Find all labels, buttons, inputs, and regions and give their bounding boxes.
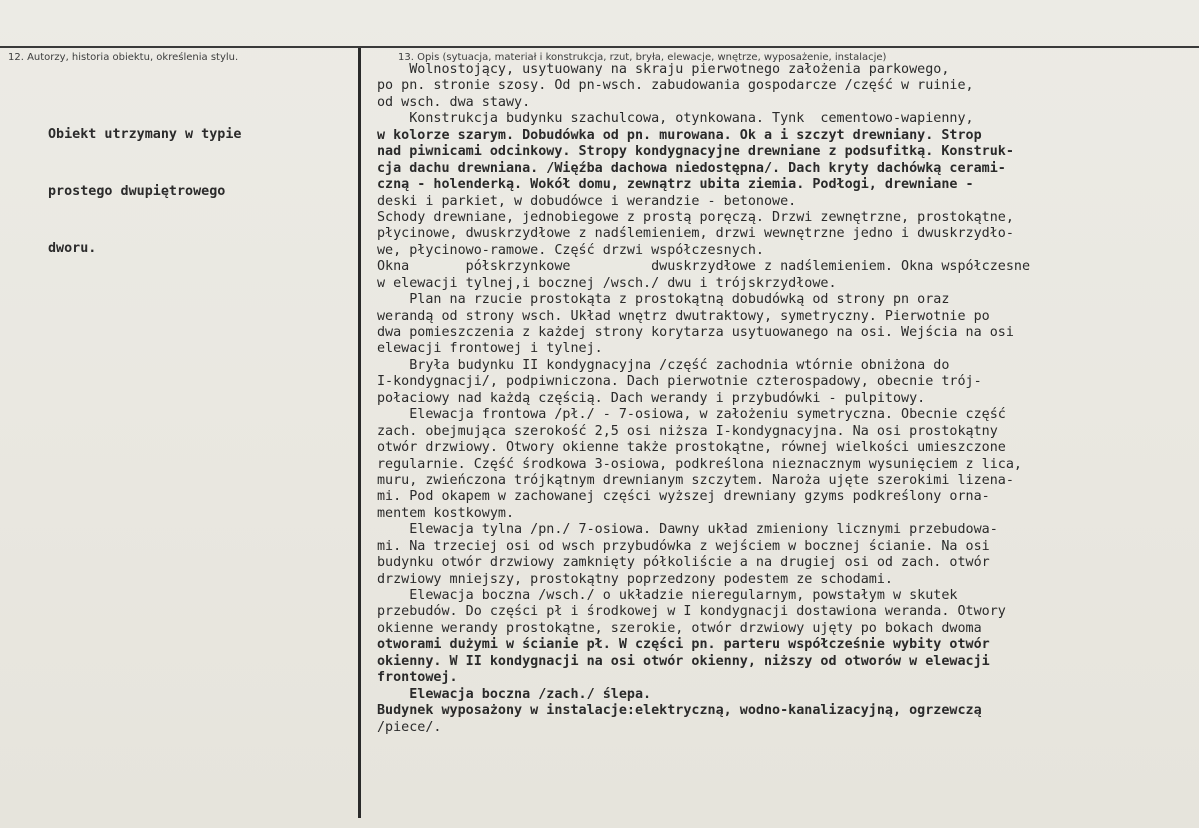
- description-line: /piece/.: [377, 719, 442, 735]
- style-description: [48, 87, 241, 296]
- description-line: od wsch. dwa stawy.: [377, 94, 531, 110]
- description-line: Wolnostojący, usytuowany na skraju pierwotnego założenia parkowego,: [377, 62, 950, 77]
- description-line: w kolorze szarym. Dobudówka od pn. murowana. Ok a i szczyt drewniany. Strop: [377, 127, 982, 143]
- description-line: we, płycinowo-ramowe. Część drzwi współczesnych.: [377, 242, 764, 258]
- description-line: Bryła budynku II kondygnacyjna /część zachodnia wtórnie obniżona do: [377, 357, 950, 373]
- section-13-header: 13. Opis (sytuacja, materiał i konstrukcja, rzut, bryła, elewacje, wnętrze, wyposażenie, instalacje): [398, 52, 887, 63]
- section-12-header: 12. Autorzy, historia obiektu, określenia stylu.: [8, 52, 239, 63]
- description-line: Elewacja frontowa /pł./ - 7-osiowa, w założeniu symetryczna. Obecnie część: [377, 407, 1006, 423]
- building-description: [377, 62, 1192, 736]
- description-line: otworami dużymi w ścianie pł. W części pn. parteru współcześnie wybity otwór: [377, 637, 990, 653]
- description-line: frontowej.: [377, 670, 458, 686]
- description-line: mentem kostkowym.: [377, 505, 515, 521]
- description-line: Elewacja boczna /zach./ ślepa.: [377, 686, 652, 702]
- description-line: mi. Pod okapem w zachowanej części wyższej drewniany gzyms podkreślony orna-: [377, 489, 990, 505]
- description-line: elewacji frontowej i tylnej.: [377, 341, 603, 357]
- description-line: Schody drewniane, jednobiegowe z prostą poręczą. Drzwi zewnętrzne, prostokątne,: [377, 209, 1014, 225]
- description-line: drzwiowy mniejszy, prostokątny poprzedzony podestem ze schodami.: [377, 571, 893, 587]
- description-line: deski i parkiet, w dobudówce i werandzie - betonowe.: [377, 193, 797, 209]
- description-line: Okna półskrzynkowe dwuskrzydłowe z nadślemieniem. Okna współczesne: [377, 259, 1031, 275]
- description-line: okienne werandy prostokątne, szerokie, otwór drzwiowy ujęty po bokach dwoma: [377, 620, 982, 636]
- description-line: Konstrukcja budynku szachulcowa, otynkowana. Tynk cementowo-wapienny,: [377, 111, 974, 127]
- description-line: muru, zwieńczona trójkątnym drewnianym szczytem. Naroża ujęte szerokimi lizena-: [377, 472, 1014, 488]
- description-line: regularnie. Część środkowa 3-osiowa, podkreślona nieznacznym wysunięciem z lica,: [377, 456, 1022, 472]
- description-line: nad piwnicami odcinkowy. Stropy kondygnacyjne drewniane z podsufitką. Konstruk-: [377, 144, 1014, 160]
- column-divider: [358, 48, 361, 818]
- description-line: płycinowe, dwuskrzydłowe z nadślemieniem, drzwi wewnętrzne jedno i dwuskrzydło-: [377, 226, 1014, 242]
- description-line: Elewacja tylna /pn./ 7-osiowa. Dawny układ zmieniony licznymi przebudowa-: [377, 522, 998, 538]
- description-line: po pn. stronie szosy. Od pn-wsch. zabudowania gospodarcze /część w ruinie,: [377, 78, 974, 94]
- description-line: Elewacja boczna /wsch./ o układzie nieregularnym, powstałym w skutek: [377, 588, 958, 603]
- description-line: okienny. W II kondygnacji na osi otwór okienny, niższy od otworów w elewacji: [377, 653, 990, 669]
- description-line: budynku otwór drzwiowy zamknięty półkoliście a na drugiej osi od zach. otwór: [377, 555, 990, 571]
- description-line: I-kondygnacji/, podpiwniczona. Dach pierwotnie czterospadowy, obecnie trój-: [377, 374, 982, 390]
- style-line: Obiekt utrzymany w typie: [48, 127, 242, 142]
- description-line: dwa pomieszczenia z każdej strony korytarza usytuowanego na osi. Wejścia na osi: [377, 325, 1014, 340]
- description-line: otwór drzwiowy. Otwory okienne także prostokątne, równej wielkości umieszczone: [377, 440, 1006, 456]
- description-line: przebudów. Do części pł i środkowej w I kondygnacji dostawiona weranda. Otwory: [377, 604, 1006, 620]
- description-line: czną - holenderką. Wokół domu, zewnątrz ubita ziemia. Podłogi, drewniane -: [377, 177, 974, 193]
- description-line: połaciowy nad każdą częścią. Dach werandy i przybudówki - pulpitowy.: [377, 390, 926, 406]
- description-line: cja dachu drewniana. /Więźba dachowa niedostępna/. Dach kryty dachówką cerami-: [377, 160, 1006, 176]
- description-line: Budynek wyposażony w instalacje:elektryczną, wodno-kanalizacyjną, ogrzewczą: [377, 703, 982, 719]
- description-line: w elewacji tylnej,i bocznej /wsch./ dwu i trójskrzydłowe.: [377, 275, 837, 291]
- description-line: werandą od strony wsch. Układ wnętrz dwutraktowy, symetryczny. Pierwotnie po: [377, 308, 990, 324]
- description-line: mi. Na trzeciej osi od wsch przybudówka z wejściem w bocznej ścianie. Na osi: [377, 538, 990, 554]
- style-line: prostego dwupiętrowego: [48, 184, 226, 199]
- style-line: dworu.: [48, 241, 97, 256]
- description-line: Plan na rzucie prostokąta z prostokątną dobudówką od strony pn oraz: [377, 292, 950, 308]
- top-rule: [0, 46, 1199, 48]
- description-line: zach. obejmująca szerokość 2,5 osi niższa I-kondygnacyjna. Na osi prostokątny: [377, 423, 998, 439]
